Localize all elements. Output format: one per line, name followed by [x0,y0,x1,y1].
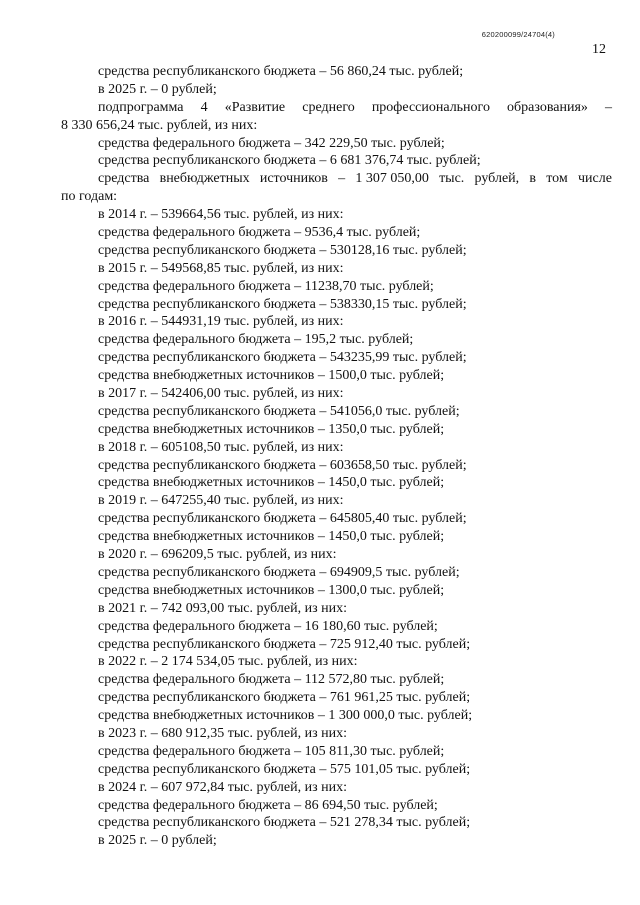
text-line: средства республиканского бюджета – 761 961,25 тыс. рублей; [98,690,471,706]
text-line: в 2019 г. – 647255,40 тыс. рублей, из них: [98,493,344,509]
text-line: в 2020 г. – 696209,5 тыс. рублей, из них: [98,547,337,563]
text-line: в 2015 г. – 549568,85 тыс. рублей, из них: [98,260,344,276]
text-line: средства федерального бюджета – 9536,4 тыс. рублей; [98,225,421,241]
text-line: в 2025 г. – 0 рублей; [98,833,217,849]
text-line: в 2025 г. – 0 рублей; [98,81,217,97]
text-line: средства федерального бюджета – 195,2 тыс. рублей; [98,332,414,348]
text-line: в 2016 г. – 544931,19 тыс. рублей, из них: [98,314,344,330]
word: 1 307 050,00 [355,171,429,187]
word: – [605,99,612,115]
text-line: средства внебюджетных источников – 1500,0 тыс. рублей; [98,368,445,384]
text-line: средства республиканского бюджета – 521 278,34 тыс. рублей; [98,815,471,831]
text-line: по годам: [61,189,118,205]
word: средства [98,171,150,187]
word: рублей, [474,171,520,187]
text-line: средства внебюджетных источников – 1 300 000,0 тыс. рублей; [98,708,473,724]
text-line: в 2018 г. – 605108,50 тыс. рублей, из них: [98,439,344,455]
text-line: в 2024 г. – 607 972,84 тыс. рублей, из них: [98,779,348,795]
word: – [338,171,346,187]
text-line: в 2021 г. – 742 093,00 тыс. рублей, из них: [98,600,348,616]
text-line: средства республиканского бюджета – 694909,5 тыс. рублей; [98,564,460,580]
text-line: средства республиканского бюджета – 725 912,40 тыс. рублей; [98,636,471,652]
text-line: средства республиканского бюджета – 541056,0 тыс. рублей; [98,403,460,419]
text-line: средства федерального бюджета – 16 180,60 тыс. рублей; [98,618,438,634]
text-line: средства республиканского бюджета – 6 681 376,74 тыс. рублей; [98,153,481,169]
word: «Развитие [224,99,286,115]
text-line: средства внебюджетных источников – 1450,0 тыс. рублей; [98,475,445,491]
document-id: 620200099/24704(4) [481,30,555,39]
text-line: средства федерального бюджета – 86 694,50 тыс. рублей; [98,797,438,813]
text-line: средства республиканского бюджета – 530128,16 тыс. рублей; [98,242,467,258]
text-line: 8 330 656,24 тыс. рублей, из них: [61,117,258,133]
word: внебюджетных [159,171,250,187]
word: 4 [200,99,208,115]
text-line: средства федерального бюджета – 105 811,30 тыс. рублей; [98,743,445,759]
word: подпрограмма [98,99,184,115]
text-line: в 2014 г. – 539664,56 тыс. рублей, из них: [98,207,344,223]
word: источников [259,171,328,187]
word: в [529,171,537,187]
text-line: средства внебюджетных источников – 1300,0 тыс. рублей; [98,582,445,598]
word: среднего [302,99,355,115]
word: том [546,171,568,187]
text-line: средства республиканского бюджета – 575 101,05 тыс. рублей; [98,761,471,777]
text-line: в 2022 г. – 2 174 534,05 тыс. рублей, из них: [98,654,358,670]
text-line: средства федерального бюджета – 112 572,80 тыс. рублей; [98,672,445,688]
text-line: средства республиканского бюджета – 603658,50 тыс. рублей; [98,457,467,473]
text-line: средства республиканского бюджета – 56 860,24 тыс. рублей; [98,64,464,79]
text-line-justified [61,99,612,117]
text-line: средства федерального бюджета – 11238,70 тыс. рублей; [98,278,434,294]
word: тыс. [439,171,465,187]
text-line: в 2023 г. – 680 912,35 тыс. рублей, из них: [98,725,348,741]
text-line: средства внебюджетных источников – 1450,0 тыс. рублей; [98,529,445,545]
word: числе [578,171,612,187]
document-body [61,63,612,850]
text-line: средства республиканского бюджета – 538330,15 тыс. рублей; [98,296,467,312]
text-line: средства внебюджетных источников – 1350,0 тыс. рублей; [98,421,445,437]
word: профессионального [371,99,490,115]
word: образования» [507,99,588,115]
text-line-justified [61,170,612,188]
page-number: 12 [592,42,606,57]
text-line: средства республиканского бюджета – 543235,99 тыс. рублей; [98,350,467,366]
text-line: средства республиканского бюджета – 645805,40 тыс. рублей; [98,511,467,527]
text-line: в 2017 г. – 542406,00 тыс. рублей, из них: [98,386,344,402]
text-line: средства федерального бюджета – 342 229,50 тыс. рублей; [98,135,445,151]
